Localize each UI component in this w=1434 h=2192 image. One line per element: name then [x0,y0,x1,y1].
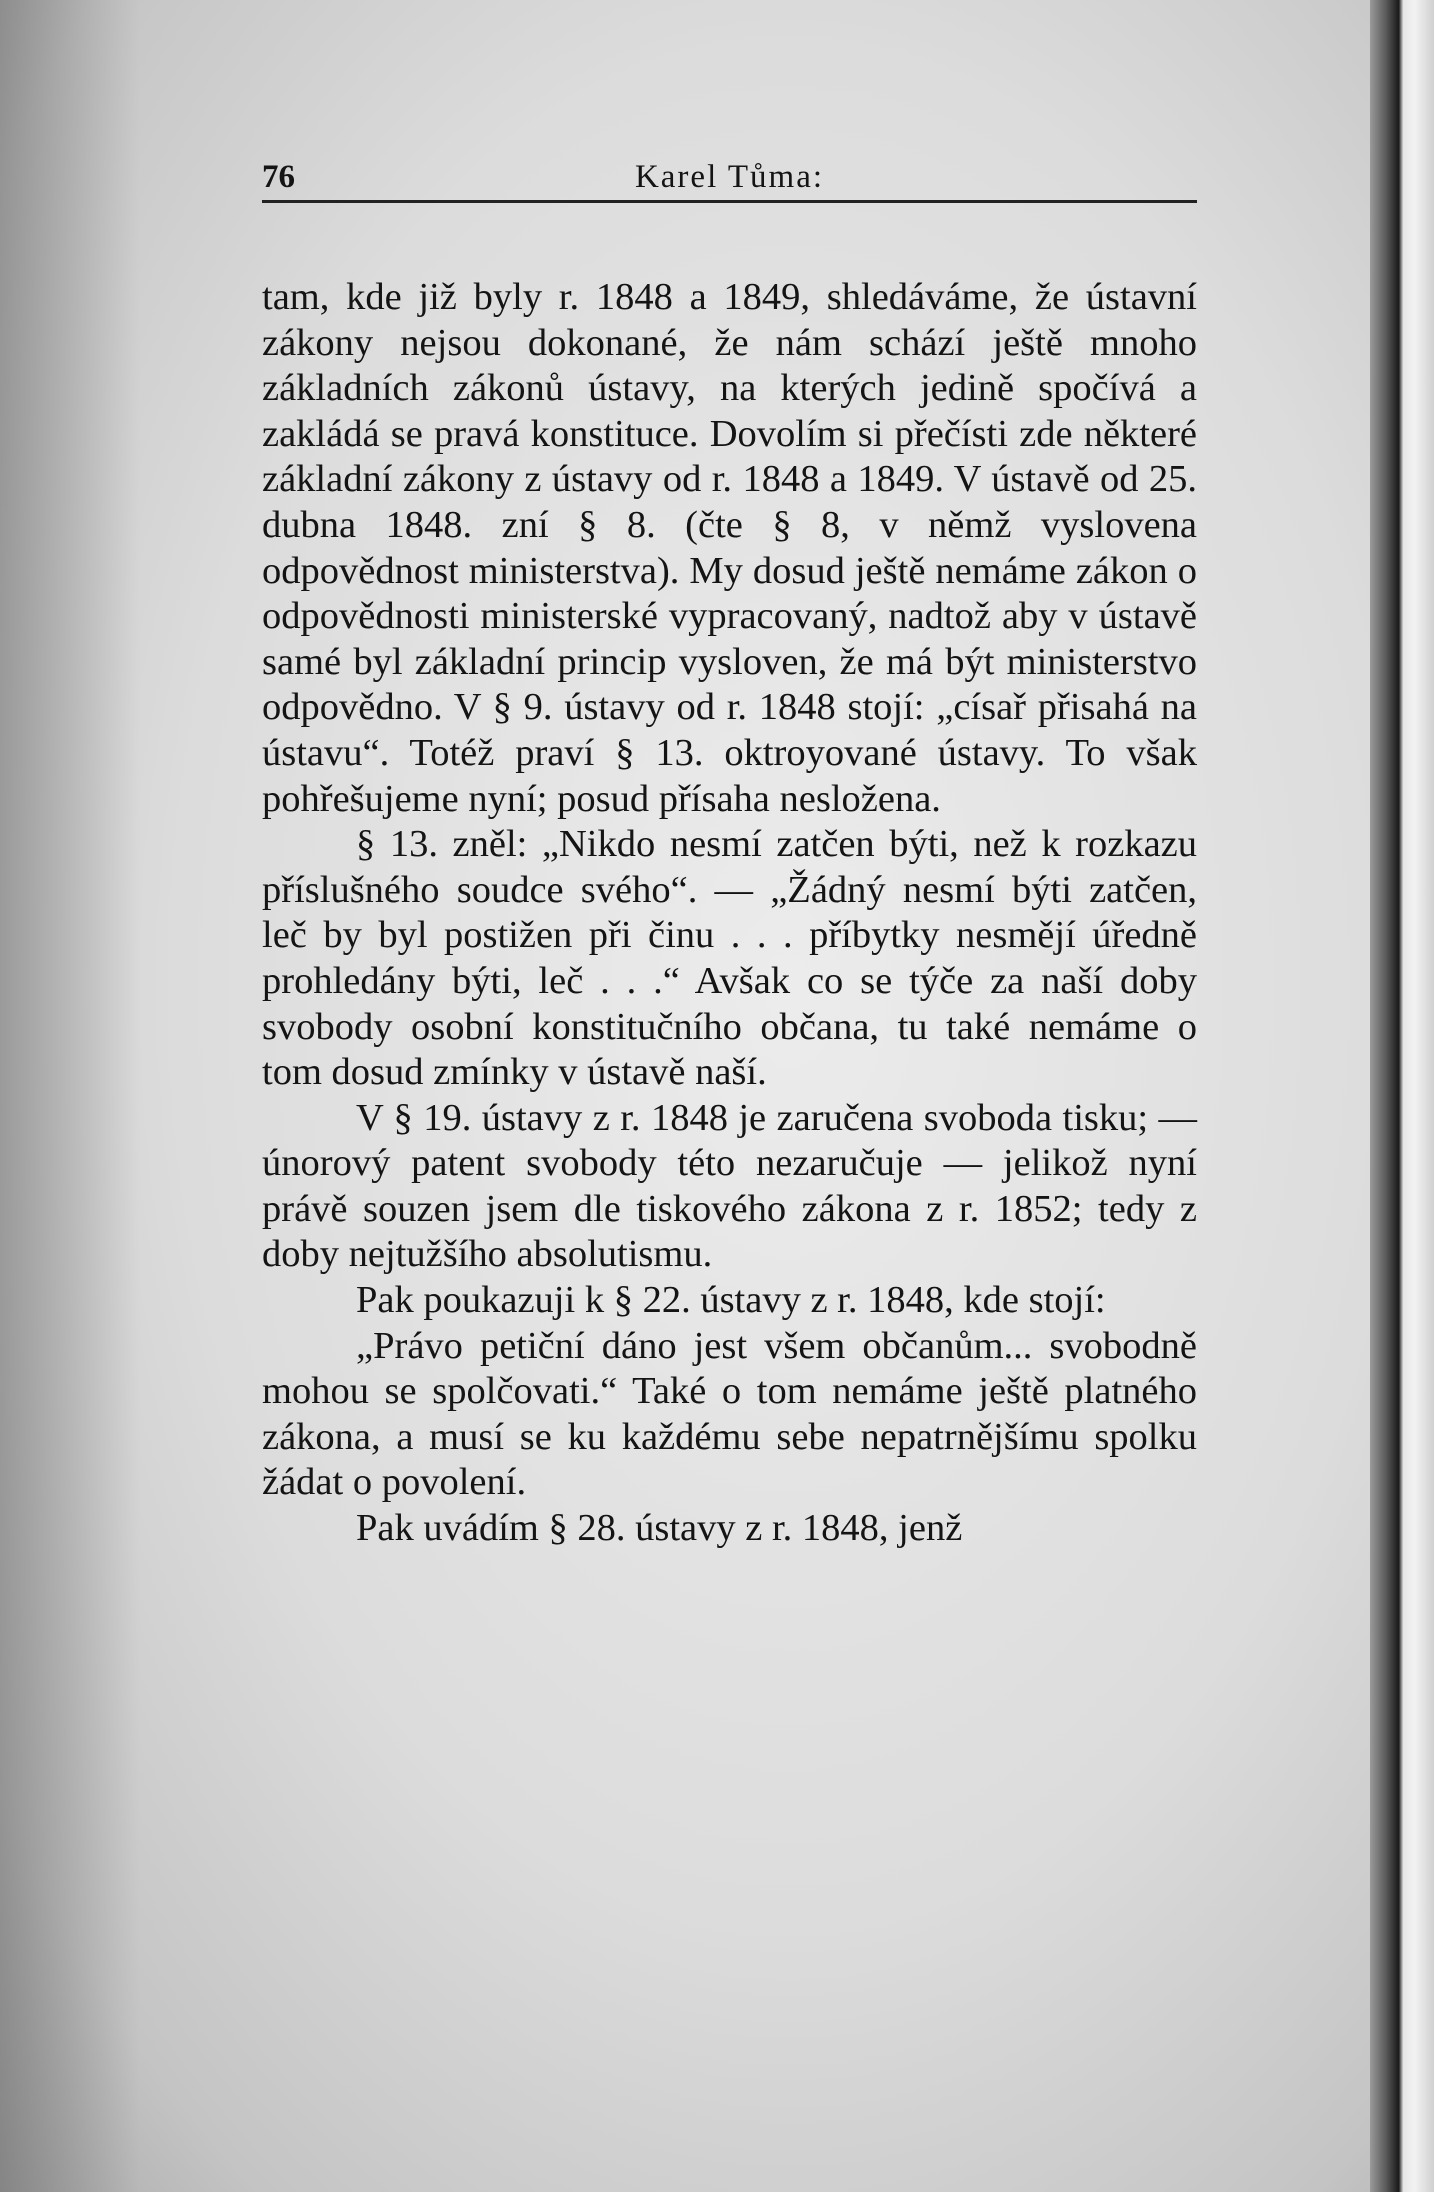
page-number: 76 [262,159,295,195]
paragraph: § 13. zněl: „Nikdo nesmí zatčen býti, než k rozkazu příslušného soudce svého“. — „Žádný nesmí býti zatčen, leč by byl postižen při činu . . . příbytky nesmějí úředně prohledány býti, leč . . .“ Avšak co se týče za naší doby svobody osobní konstitučního občana, tu také nemáme o tom dosud zmínky v ústavě naší. [262,823,1197,1094]
page-content [262,150,1197,1552]
paragraph: tam, kde již byly r. 1848 a 1849, shledáváme, že ústavní zákony nejsou dokonané, že nám schází ještě mnoho základních zákonů ústavy, na kterých jedině spočívá a zakládá se pravá konstituce. Dovolím si přečísti zde některé základní zákony z ústavy od r. 1848 a 1849. V ústavě od 25. dubna 1848. zní § 8. (čte § 8, v němž vyslovena odpovědnost ministerstva). My dosud ještě nemáme zákon o odpovědnosti ministerské vypracovaný, nadtož aby v ústavě samé byl základní princip vysloven, že má být ministerstvo odpovědno. V § 9. ústavy od r. 1848 stojí: „císař přisahá na ústavu“. Totéž praví § 13. oktroyované ústavy. To však pohřešujeme nyní; posud přísaha nesložena. [262,276,1197,820]
page-shadow [0,0,140,2192]
book-gutter [1370,0,1434,2192]
paragraph: „Právo petiční dáno jest všem občanům... svobodně mohou se spolčovati.“ Také o tom nemáme ještě platného zákona, a musí se ku každému sebe nepatrnějšímu spolku žádat o povolení. [262,1324,1197,1504]
paragraph: Pak poukazuji k § 22. ústavy z r. 1848, kde stojí: [356,1279,1106,1322]
page-header [262,150,1197,203]
paragraph: Pak uvádím § 28. ústavy z r. 1848, jenž [356,1507,963,1550]
paragraph: V § 19. ústavy z r. 1848 je zaručena svoboda tisku; — únorový patent svobody této nezaručuje — jelikož nyní právě souzen jsem dle tiskového zákona z r. 1852; tedy z doby nejtužšího absolutismu. [262,1096,1197,1276]
body-text [262,275,1197,1552]
running-head: Karel Tůma: [634,159,825,195]
